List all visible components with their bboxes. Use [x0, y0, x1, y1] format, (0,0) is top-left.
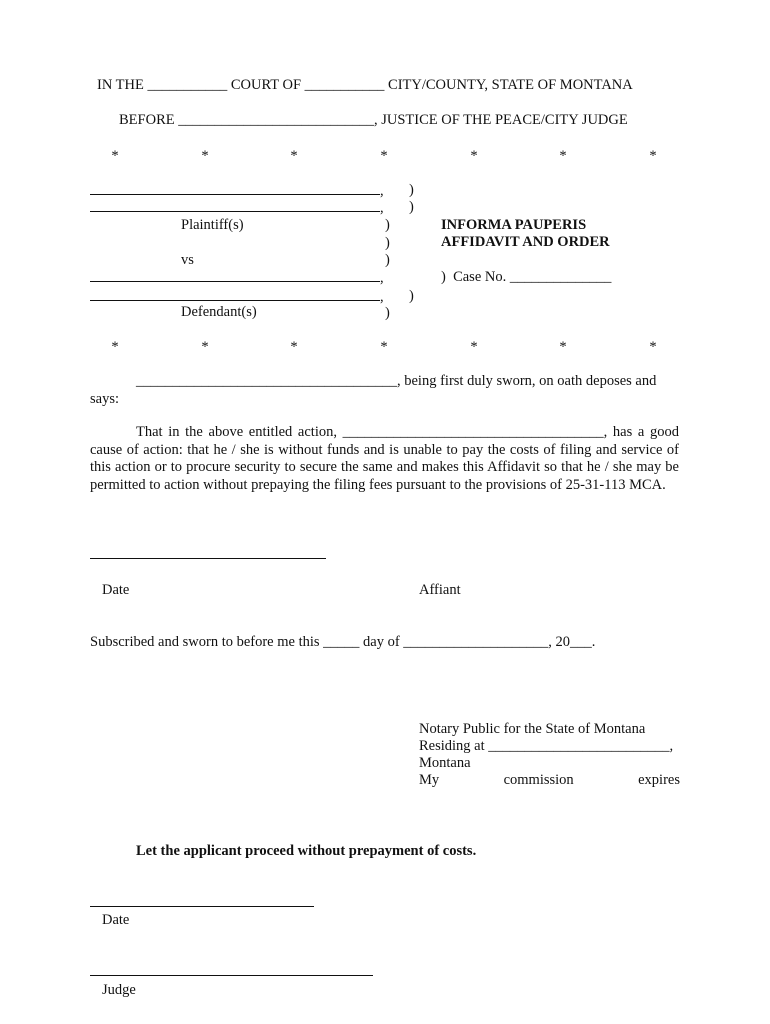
- document-title-line-2: AFFIDAVIT AND ORDER: [441, 234, 610, 250]
- before-line: BEFORE ___________________________, JUSTICE OF THE PEACE/CITY JUDGE: [119, 112, 628, 128]
- separator-star: *: [380, 148, 388, 164]
- notary-word: expires: [638, 772, 680, 788]
- order-date-label: Date: [102, 912, 130, 928]
- plaintiff-name-line-2: [90, 211, 380, 212]
- notary-commission-line: [419, 771, 680, 789]
- plaintiff-name-line-1: [90, 194, 380, 195]
- sworn-line: ____________________________________, being first duly sworn, on oath deposes and: [136, 373, 657, 389]
- court-line: IN THE ___________ COURT OF ___________ CITY/COUNTY, STATE OF MONTANA: [97, 77, 633, 93]
- case-number-field: ) Case No. ______________: [441, 269, 612, 285]
- vs-label: vs: [181, 252, 194, 268]
- separator-star: *: [111, 148, 119, 164]
- caption-paren: ): [409, 288, 414, 304]
- notary-state-line: Montana: [419, 755, 471, 771]
- defendant-name-line-1: [90, 281, 380, 282]
- caption-paren: ): [385, 235, 390, 251]
- notary-line-1: Notary Public for the State of Montana: [419, 721, 646, 737]
- defendant-label: Defendant(s): [181, 304, 257, 320]
- separator-star: *: [470, 148, 478, 164]
- subscribed-line: Subscribed and sworn to before me this _____ day of ____________________, 20___.: [90, 634, 596, 650]
- affidavit-body: [90, 424, 679, 495]
- separator-star: *: [201, 339, 209, 355]
- judge-label: Judge: [102, 982, 136, 998]
- separator-star: *: [649, 148, 657, 164]
- separator-star: *: [649, 339, 657, 355]
- affidavit-body-text: That in the above entitled action, ____________________________________, has a good cause of action: that he / she is without funds and is unable to pay the costs of filing and service of this action or to procure security to secure the same and makes this Affidavit so that he / she may be permitted to action without prepaying the filing fees pursuant to the provisions of 25-31-113 MCA.: [90, 424, 679, 494]
- caption-paren: ): [409, 182, 414, 198]
- date-signature-line: [90, 558, 326, 559]
- separator-star: *: [380, 339, 388, 355]
- caption-paren: ): [385, 252, 390, 268]
- separator-star: *: [201, 148, 209, 164]
- plaintiff-label: Plaintiff(s): [181, 217, 244, 233]
- caption-comma: ,: [380, 289, 384, 305]
- separator-star: *: [290, 339, 298, 355]
- caption-paren: ): [409, 199, 414, 215]
- order-text: Let the applicant proceed without prepayment of costs.: [136, 843, 477, 859]
- caption-paren: ): [385, 305, 390, 321]
- separator-star: *: [111, 339, 119, 355]
- defendant-name-line-2: [90, 300, 380, 301]
- separator-star: *: [290, 148, 298, 164]
- judge-signature-line: [90, 975, 373, 976]
- separator-star: *: [559, 339, 567, 355]
- affiant-label: Affiant: [419, 582, 461, 598]
- notary-residing-line: Residing at _________________________,: [419, 738, 674, 754]
- separator-star: *: [559, 148, 567, 164]
- says-label: says:: [90, 391, 119, 407]
- caption-comma: ,: [380, 270, 384, 286]
- order-date-line: [90, 906, 314, 907]
- notary-word: My: [419, 772, 440, 788]
- caption-comma: ,: [380, 200, 384, 216]
- notary-word: commission: [503, 772, 574, 788]
- separator-star: *: [470, 339, 478, 355]
- document-title-line-1: INFORMA PAUPERIS: [441, 217, 587, 233]
- date-label: Date: [102, 582, 130, 598]
- caption-comma: ,: [380, 183, 384, 199]
- caption-paren: ): [385, 217, 390, 233]
